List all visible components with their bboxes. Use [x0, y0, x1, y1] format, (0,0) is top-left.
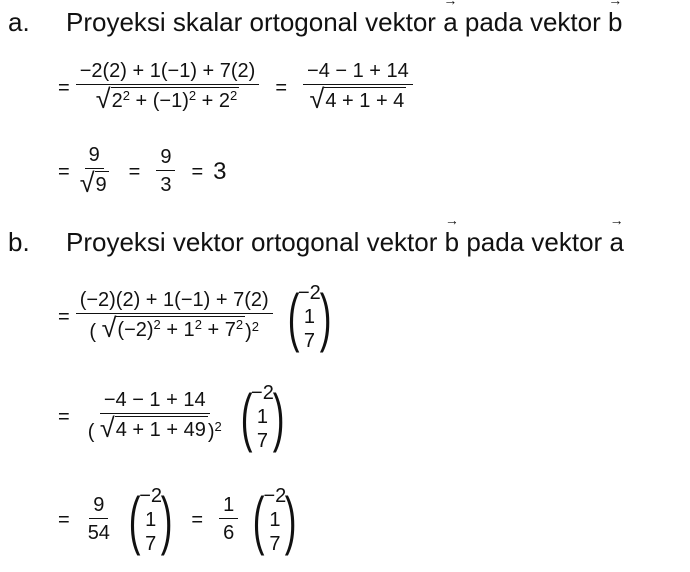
fraction	[219, 494, 238, 546]
equals-sign: =	[58, 160, 70, 183]
part-a-heading	[0, 2, 622, 42]
vector-entries	[298, 281, 321, 353]
vector-entry: −2	[251, 382, 274, 404]
vector-a-symbol: → a	[609, 227, 623, 258]
vector-entry: 7	[303, 330, 315, 352]
vector-entry: −2	[297, 282, 321, 304]
square-root	[101, 313, 246, 343]
radical-sign: √	[79, 168, 95, 198]
result: 3	[213, 158, 227, 185]
denominator: 6	[223, 522, 235, 544]
column-vector	[283, 281, 336, 353]
right-paren: )	[272, 381, 285, 453]
denominator: 3	[160, 174, 172, 196]
denominator	[76, 169, 113, 200]
radicand: 9	[95, 171, 109, 198]
exponent: 2	[230, 87, 238, 103]
part-a-mid-text: pada vektor	[464, 6, 601, 37]
part-b-mid-text: pada vektor	[466, 226, 603, 257]
column-vector	[248, 484, 301, 556]
part-b-heading	[0, 222, 624, 262]
fraction	[76, 60, 260, 116]
term: + 1	[160, 319, 195, 341]
exponent: 2	[235, 316, 244, 332]
equals-sign: =	[275, 76, 288, 99]
fraction	[76, 289, 273, 345]
equals-sign: =	[191, 160, 204, 183]
fraction	[303, 60, 413, 116]
part-b-line-2	[58, 372, 293, 462]
vector-entry: 7	[145, 533, 157, 555]
part-a-line-1	[58, 48, 419, 128]
exponent: 2	[214, 418, 222, 434]
vector-entry: −2	[139, 485, 163, 507]
left-paren: (	[287, 281, 300, 353]
right-paren: )	[319, 281, 332, 353]
radicand: 4 + 1 + 49	[115, 416, 208, 443]
denominator	[84, 414, 226, 445]
numerator: (−2)(2) + 1(−1) + 7(2)	[76, 289, 273, 314]
vector-a-symbol: → a	[443, 7, 457, 38]
part-a-text: Proyeksi skalar ortogonal vektor	[66, 6, 436, 37]
denominator	[92, 85, 244, 116]
vector-b-symbol: → b	[445, 227, 459, 258]
column-vector	[124, 484, 177, 556]
column-vector	[236, 381, 289, 453]
vector-b-symbol: → b	[608, 7, 622, 38]
radical-sign: √	[309, 84, 325, 114]
radicand: 4 + 1 + 4	[324, 87, 406, 114]
square-root	[79, 168, 109, 198]
paren: )	[207, 421, 215, 443]
equals-sign: =	[58, 305, 70, 328]
vector-entry: 1	[303, 306, 315, 328]
term: (−2)	[117, 319, 154, 341]
paren: (	[87, 421, 95, 443]
vector-entry: 1	[145, 509, 157, 531]
numerator: 9	[156, 146, 175, 171]
square-root	[309, 84, 407, 114]
numerator: −2(2) + 1(−1) + 7(2)	[76, 60, 260, 85]
exponent: 2	[251, 318, 259, 334]
term: + 7	[201, 319, 236, 341]
square-root	[99, 413, 208, 443]
term: + (−1)	[129, 90, 189, 112]
denominator	[306, 85, 411, 116]
numerator: 9	[89, 494, 108, 519]
left-paren: (	[240, 381, 253, 453]
denominator	[85, 314, 263, 345]
vector-entries	[251, 381, 274, 453]
right-paren: )	[160, 484, 173, 556]
left-paren: (	[252, 484, 265, 556]
numerator: −4 − 1 + 14	[303, 60, 413, 85]
exponent: 2	[194, 316, 202, 332]
vector-entry: 7	[269, 533, 281, 555]
equals-sign: =	[58, 508, 70, 531]
fraction	[84, 389, 226, 445]
radical-sign: √	[101, 313, 117, 343]
radicand	[111, 87, 240, 114]
numerator: −4 − 1 + 14	[100, 389, 210, 414]
part-b-line-1	[58, 272, 340, 362]
equals-sign: =	[58, 405, 70, 428]
numerator: 1	[219, 494, 238, 519]
part-b-label: b.	[8, 226, 30, 257]
term: + 2	[196, 90, 231, 112]
fraction	[84, 494, 114, 546]
part-b-line-3	[58, 474, 306, 566]
term: 2	[111, 90, 123, 112]
fraction	[156, 146, 175, 198]
part-a-label: a.	[8, 6, 30, 37]
vector-entries	[264, 484, 287, 556]
paren: )	[245, 321, 252, 343]
radical-sign: √	[99, 413, 115, 443]
square-root	[95, 84, 240, 114]
part-b-text: Proyeksi vektor ortogonal vektor	[66, 226, 438, 257]
fraction	[76, 144, 113, 200]
exponent: 2	[122, 87, 130, 103]
vector-entry: −2	[263, 485, 287, 507]
vector-entry: 1	[269, 509, 281, 531]
numerator: 9	[85, 144, 104, 169]
radicand	[116, 316, 245, 343]
exponent: 2	[188, 87, 197, 103]
left-paren: (	[128, 484, 141, 556]
equals-sign: =	[58, 76, 70, 99]
vector-entries	[139, 484, 162, 556]
radical-sign: √	[95, 84, 111, 114]
exponent: 2	[153, 316, 161, 332]
equals-sign: =	[128, 160, 141, 183]
vector-entry: 7	[256, 430, 269, 452]
paren: (	[89, 321, 97, 343]
vector-entry: 1	[256, 406, 269, 428]
equals-sign: =	[191, 508, 204, 531]
part-a-line-2	[58, 136, 227, 208]
right-paren: )	[285, 484, 297, 556]
denominator: 54	[87, 522, 110, 544]
